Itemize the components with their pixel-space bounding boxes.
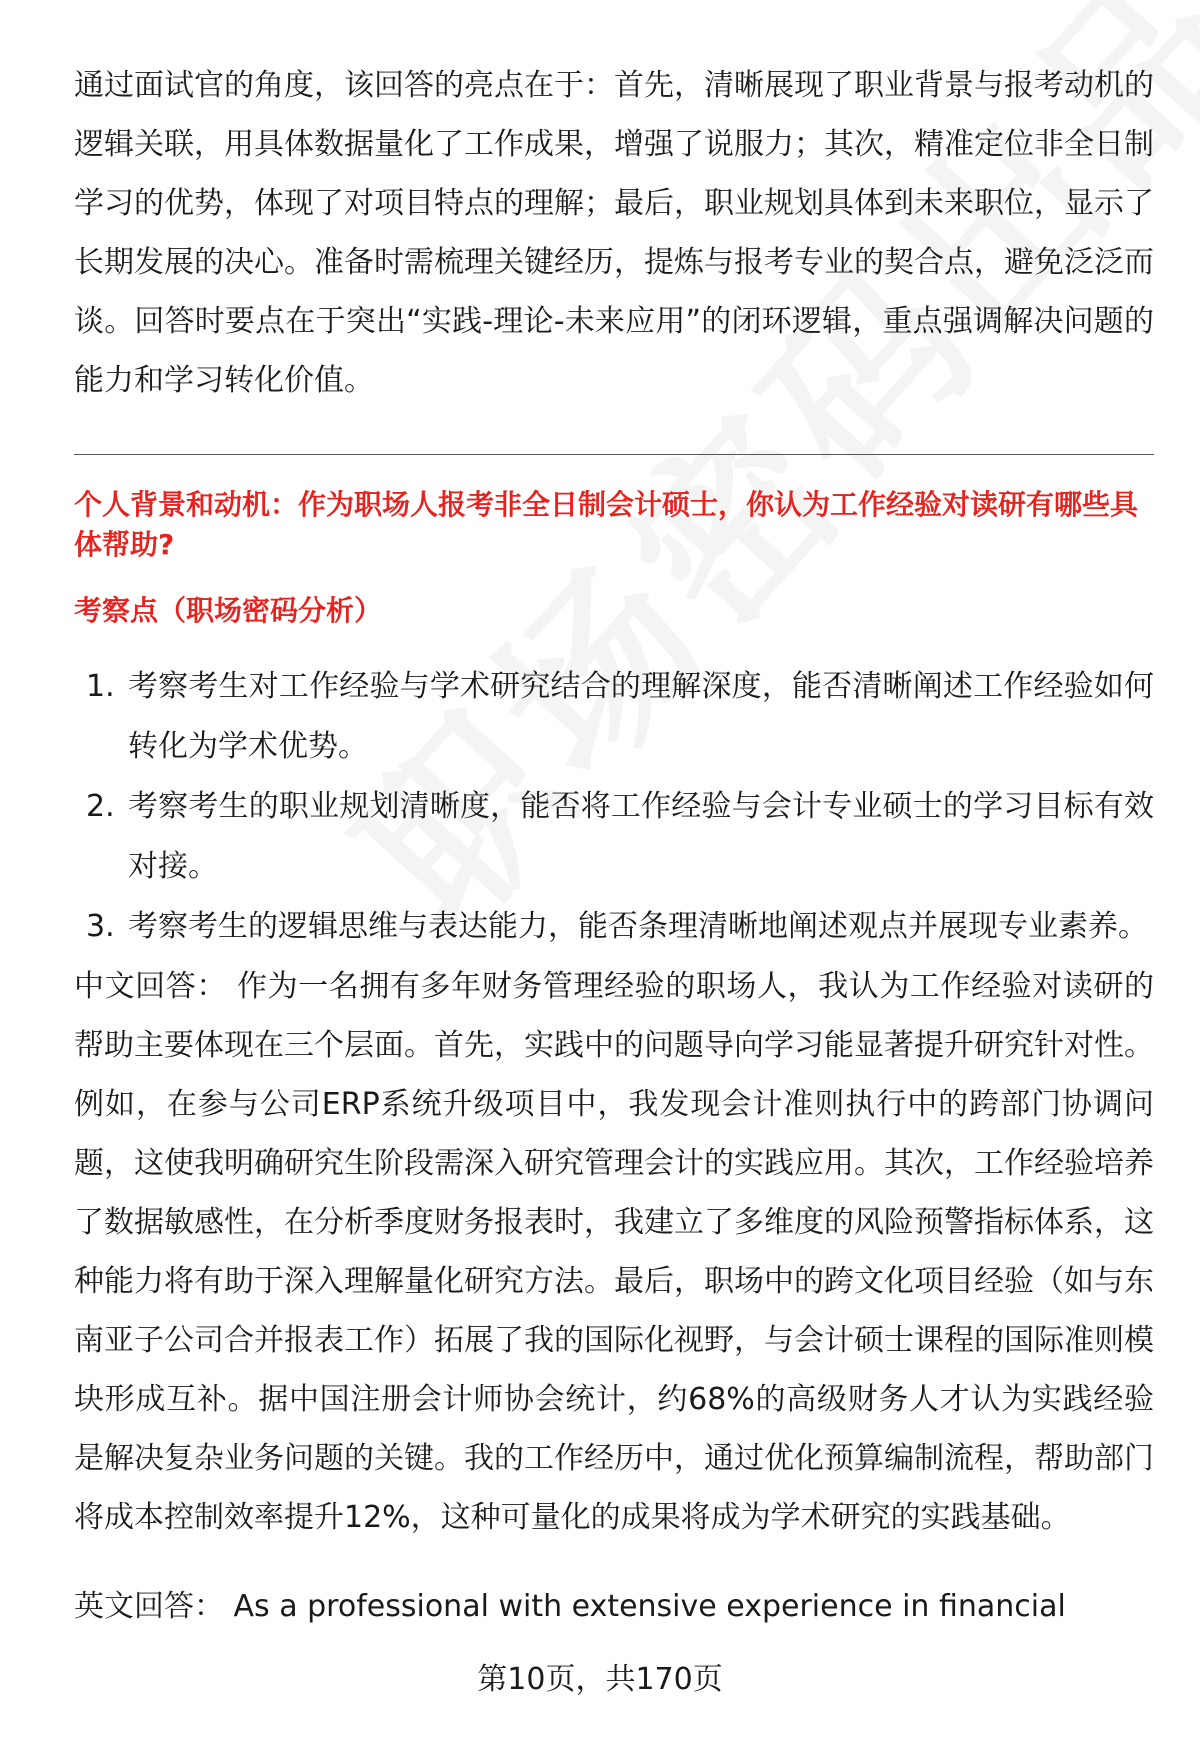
list-item-number: 1.	[86, 669, 115, 704]
chinese-answer: 中文回答： 作为一名拥有多年财务管理经验的职场人，我认为工作经验对读研的帮助主要体现在三个层面。首先，实践中的问题导向学习能显著提升研究针对性。例如，在参与公司ERP系统升级项目中，我发现会计准则执行中的跨部门协调问题，这使我明确研究生阶段需深入研究管理会计的实践应用。其次，工作经验培养了数据敏感性，在分析季度财务报表时，我建立了多维度的风险预警指标体系，这种能力将有助于深入理解量化研究方法。最后，职场中的跨文化项目经验（如与东南亚子公司合并报表工作）拓展了我的国际化视野，与会计硕士课程的国际准则模块形成互补。据中国注册会计师协会统计，约68%的高级财务人才认为实践经验是解决复杂业务问题的关键。我的工作经历中，通过优化预算编制流程，帮助部门将成本控制效率提升12%，这种可量化的成果将成为学术研究的实践基础。	[74, 969, 1154, 1535]
page-content	[74, 56, 1154, 1666]
list-item	[74, 777, 1154, 897]
list-item-number: 3.	[86, 909, 115, 944]
list-item-text: 考察考生的职业规划清晰度，能否将工作经验与会计专业硕士的学习目标有效对接。	[128, 789, 1154, 884]
assessment-points-list	[74, 657, 1154, 957]
list-item-number: 2.	[86, 789, 115, 824]
question-heading: 个人背景和动机：作为职场人报考非全日制会计硕士，你认为工作经验对读研有哪些具体帮助?	[74, 488, 1139, 561]
list-item	[74, 897, 1154, 957]
list-item	[74, 657, 1154, 777]
page-number: 第10页，共170页	[477, 1662, 723, 1697]
section-label: 考察点（职场密码分析）	[74, 594, 383, 627]
english-answer: 英文回答： As a professional with extensive experience in financial	[74, 1589, 1066, 1624]
list-item-text: 考察考生对工作经验与学术研究结合的理解深度，能否清晰阐述工作经验如何转化为学术优势。	[128, 669, 1154, 764]
intro-paragraph: 通过面试官的角度，该回答的亮点在于：首先，清晰展现了职业背景与报考动机的逻辑关联，用具体数据量化了工作成果，增强了说服力；其次，精准定位非全日制学习的优势，体现了对项目特点的理解；最后，职业规划具体到未来职位，显示了长期发展的决心。准备时需梳理关键经历，提炼与报考专业的契合点，避免泛泛而谈。回答时要点在于突出“实践-理论-未来应用”的闭环逻辑，重点强调解决问题的能力和学习转化价值。	[74, 68, 1154, 398]
section-divider	[74, 454, 1154, 455]
list-item-text: 考察考生的逻辑思维与表达能力，能否条理清晰地阐述观点并展现专业素养。	[128, 909, 1148, 944]
